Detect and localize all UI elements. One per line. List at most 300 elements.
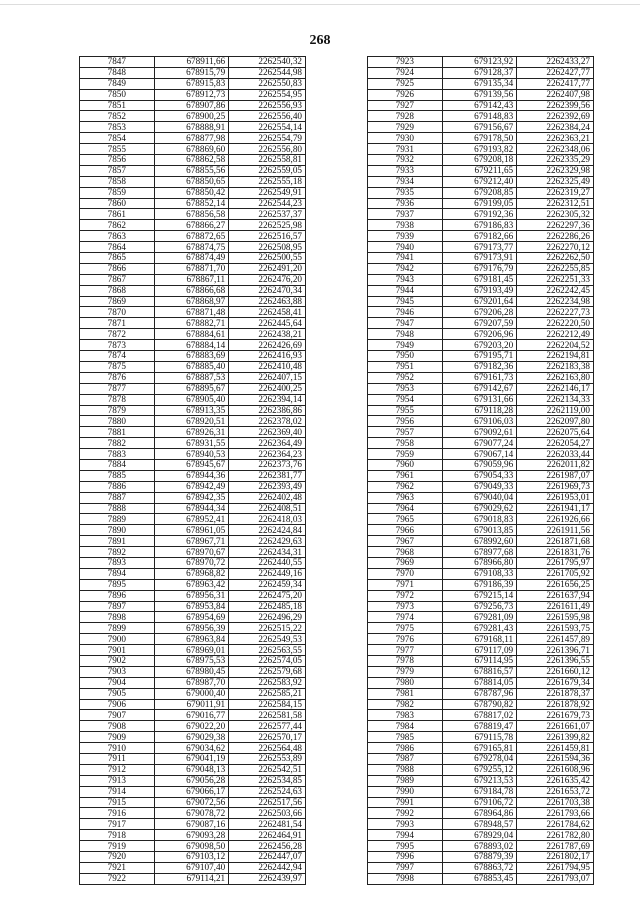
x-coordinate-cell: 679128,37 [442, 67, 517, 78]
x-coordinate-cell: 678968,82 [154, 568, 229, 579]
x-coordinate-cell: 679186,39 [442, 579, 517, 590]
point-number-cell: 7908 [80, 721, 155, 732]
y-coordinate-cell: 2262054,27 [517, 438, 594, 449]
y-coordinate-cell: 2262312,51 [517, 198, 594, 209]
x-coordinate-cell: 678871,48 [154, 307, 229, 318]
table-row [80, 144, 306, 155]
table-row [80, 459, 306, 470]
x-coordinate-cell: 679011,91 [154, 699, 229, 710]
x-coordinate-cell: 679077,24 [442, 438, 517, 449]
coordinates-table-right [367, 56, 594, 885]
x-coordinate-cell: 679018,83 [442, 514, 517, 525]
table-row [368, 710, 594, 721]
x-coordinate-cell: 679048,13 [154, 764, 229, 775]
x-coordinate-cell: 678877,98 [154, 133, 229, 144]
point-number-cell: 7956 [368, 416, 443, 427]
x-coordinate-cell: 678869,60 [154, 144, 229, 155]
x-coordinate-cell: 678866,27 [154, 220, 229, 231]
y-coordinate-cell: 2262496,29 [229, 612, 306, 623]
point-number-cell: 7954 [368, 394, 443, 405]
y-coordinate-cell: 2262075,64 [517, 427, 594, 438]
y-coordinate-cell: 2262381,77 [229, 470, 306, 481]
y-coordinate-cell: 2261795,97 [517, 557, 594, 568]
x-coordinate-cell: 679176,79 [442, 263, 517, 274]
point-number-cell: 7891 [80, 536, 155, 547]
y-coordinate-cell: 2262555,18 [229, 176, 306, 187]
x-coordinate-cell: 678920,51 [154, 416, 229, 427]
y-coordinate-cell: 2262033,44 [517, 449, 594, 460]
point-number-cell: 7953 [368, 383, 443, 394]
table-row [368, 296, 594, 307]
y-coordinate-cell: 2262393,49 [229, 481, 306, 492]
y-coordinate-cell: 2262564,48 [229, 743, 306, 754]
table-row [80, 699, 306, 710]
y-coordinate-cell: 2261653,72 [517, 786, 594, 797]
table-row [368, 187, 594, 198]
x-coordinate-cell: 678948,57 [442, 819, 517, 830]
point-number-cell: 7918 [80, 830, 155, 841]
table-row [80, 645, 306, 656]
point-number-cell: 7930 [368, 133, 443, 144]
point-number-cell: 7937 [368, 209, 443, 220]
point-number-cell: 7914 [80, 786, 155, 797]
x-coordinate-cell: 679203,20 [442, 340, 517, 351]
y-coordinate-cell: 2262408,51 [229, 503, 306, 514]
x-coordinate-cell: 678963,42 [154, 579, 229, 590]
x-coordinate-cell: 679142,43 [442, 100, 517, 111]
x-coordinate-cell: 678883,69 [154, 351, 229, 362]
y-coordinate-cell: 2261802,17 [517, 852, 594, 863]
x-coordinate-cell: 679192,36 [442, 209, 517, 220]
x-coordinate-cell: 679059,96 [442, 459, 517, 470]
y-coordinate-cell: 2262234,98 [517, 296, 594, 307]
table-row [368, 590, 594, 601]
table-row [80, 361, 306, 372]
y-coordinate-cell: 2262402,48 [229, 492, 306, 503]
point-number-cell: 7977 [368, 645, 443, 656]
table-row [368, 677, 594, 688]
table-row [368, 176, 594, 187]
y-coordinate-cell: 2262286,26 [517, 231, 594, 242]
x-coordinate-cell: 678942,35 [154, 492, 229, 503]
point-number-cell: 7972 [368, 590, 443, 601]
x-coordinate-cell: 678868,97 [154, 296, 229, 307]
x-coordinate-cell: 679078,72 [154, 808, 229, 819]
y-coordinate-cell: 2261635,42 [517, 775, 594, 786]
table-row [368, 405, 594, 416]
point-number-cell: 7980 [368, 677, 443, 688]
y-coordinate-cell: 2262458,41 [229, 307, 306, 318]
table-row [80, 557, 306, 568]
table-row [368, 547, 594, 558]
y-coordinate-cell: 2262525,98 [229, 220, 306, 231]
point-number-cell: 7882 [80, 438, 155, 449]
x-coordinate-cell: 679201,64 [442, 296, 517, 307]
y-coordinate-cell: 2261679,34 [517, 677, 594, 688]
table-row [80, 830, 306, 841]
point-number-cell: 7916 [80, 808, 155, 819]
x-coordinate-cell: 679173,77 [442, 242, 517, 253]
point-number-cell: 7920 [80, 852, 155, 863]
x-coordinate-cell: 679281,43 [442, 623, 517, 634]
x-coordinate-cell: 678961,05 [154, 525, 229, 536]
x-coordinate-cell: 678977,68 [442, 547, 517, 558]
table-row [80, 775, 306, 786]
x-coordinate-cell: 678915,83 [154, 78, 229, 89]
x-coordinate-cell: 679131,66 [442, 394, 517, 405]
point-number-cell: 7981 [368, 688, 443, 699]
x-coordinate-cell: 679165,81 [442, 743, 517, 754]
x-coordinate-cell: 679207,59 [442, 318, 517, 329]
x-coordinate-cell: 678966,80 [442, 557, 517, 568]
point-number-cell: 7938 [368, 220, 443, 231]
table-row [368, 481, 594, 492]
table-row [80, 318, 306, 329]
y-coordinate-cell: 2262558,81 [229, 155, 306, 166]
x-coordinate-cell: 678964,86 [442, 808, 517, 819]
y-coordinate-cell: 2262481,54 [229, 819, 306, 830]
x-coordinate-cell: 679278,04 [442, 754, 517, 765]
y-coordinate-cell: 2261987,07 [517, 470, 594, 481]
point-number-cell: 7917 [80, 819, 155, 830]
table-row [368, 873, 594, 884]
table-row [368, 427, 594, 438]
table-row [368, 514, 594, 525]
table-row [368, 242, 594, 253]
x-coordinate-cell: 679142,67 [442, 383, 517, 394]
y-coordinate-cell: 2261794,95 [517, 862, 594, 873]
y-coordinate-cell: 2262204,52 [517, 340, 594, 351]
x-coordinate-cell: 678963,84 [154, 634, 229, 645]
x-coordinate-cell: 678874,75 [154, 242, 229, 253]
point-number-cell: 7993 [368, 819, 443, 830]
point-number-cell: 7863 [80, 231, 155, 242]
y-coordinate-cell: 2261637,94 [517, 590, 594, 601]
x-coordinate-cell: 679161,73 [442, 372, 517, 383]
table-row [368, 732, 594, 743]
y-coordinate-cell: 2262369,40 [229, 427, 306, 438]
x-coordinate-cell: 679092,61 [442, 427, 517, 438]
point-number-cell: 7948 [368, 329, 443, 340]
y-coordinate-cell: 2261911,56 [517, 525, 594, 536]
y-coordinate-cell: 2261953,01 [517, 492, 594, 503]
y-coordinate-cell: 2262418,03 [229, 514, 306, 525]
table-row [80, 329, 306, 340]
x-coordinate-cell: 679106,72 [442, 797, 517, 808]
x-coordinate-cell: 679056,28 [154, 775, 229, 786]
x-coordinate-cell: 679195,71 [442, 351, 517, 362]
y-coordinate-cell: 2262554,14 [229, 122, 306, 133]
point-number-cell: 7946 [368, 307, 443, 318]
point-number-cell: 7893 [80, 557, 155, 568]
point-number-cell: 7996 [368, 852, 443, 863]
table-row [80, 231, 306, 242]
x-coordinate-cell: 679103,12 [154, 852, 229, 863]
point-number-cell: 7979 [368, 666, 443, 677]
table-row [368, 329, 594, 340]
y-coordinate-cell: 2262549,91 [229, 187, 306, 198]
table-row [80, 220, 306, 231]
page-number: 268 [309, 33, 331, 48]
y-coordinate-cell: 2261793,07 [517, 873, 594, 884]
x-coordinate-cell: 678856,58 [154, 209, 229, 220]
point-number-cell: 7876 [80, 372, 155, 383]
table-row [80, 427, 306, 438]
point-number-cell: 7955 [368, 405, 443, 416]
x-coordinate-cell: 679108,33 [442, 568, 517, 579]
x-coordinate-cell: 679016,77 [154, 710, 229, 721]
table-row [80, 666, 306, 677]
table-row [80, 514, 306, 525]
y-coordinate-cell: 2261831,76 [517, 547, 594, 558]
x-coordinate-cell: 679034,62 [154, 743, 229, 754]
x-coordinate-cell: 678895,67 [154, 383, 229, 394]
x-coordinate-cell: 679049,33 [442, 481, 517, 492]
x-coordinate-cell: 678929,04 [442, 830, 517, 841]
table-row [368, 318, 594, 329]
table-row [80, 503, 306, 514]
point-number-cell: 7851 [80, 100, 155, 111]
y-coordinate-cell: 2262556,93 [229, 100, 306, 111]
table-row [80, 78, 306, 89]
x-coordinate-cell: 678790,82 [442, 699, 517, 710]
table-row [368, 209, 594, 220]
point-number-cell: 7904 [80, 677, 155, 688]
point-number-cell: 7942 [368, 263, 443, 274]
table-row [80, 100, 306, 111]
y-coordinate-cell: 2262212,49 [517, 329, 594, 340]
table-row [80, 340, 306, 351]
table-row [80, 655, 306, 666]
point-number-cell: 7901 [80, 645, 155, 656]
y-coordinate-cell: 2262394,14 [229, 394, 306, 405]
table-row [368, 231, 594, 242]
point-number-cell: 7991 [368, 797, 443, 808]
point-number-cell: 7932 [368, 155, 443, 166]
y-coordinate-cell: 2262364,49 [229, 438, 306, 449]
point-number-cell: 7949 [368, 340, 443, 351]
x-coordinate-cell: 679066,17 [154, 786, 229, 797]
table-row [80, 351, 306, 362]
point-number-cell: 7888 [80, 503, 155, 514]
point-number-cell: 7867 [80, 274, 155, 285]
y-coordinate-cell: 2261457,89 [517, 634, 594, 645]
point-number-cell: 7862 [80, 220, 155, 231]
y-coordinate-cell: 2261969,73 [517, 481, 594, 492]
point-number-cell: 7935 [368, 187, 443, 198]
x-coordinate-cell: 678850,42 [154, 187, 229, 198]
point-number-cell: 7895 [80, 579, 155, 590]
y-coordinate-cell: 2261793,66 [517, 808, 594, 819]
y-coordinate-cell: 2262335,29 [517, 155, 594, 166]
x-coordinate-cell: 678787,96 [442, 688, 517, 699]
y-coordinate-cell: 2262463,88 [229, 296, 306, 307]
point-number-cell: 7874 [80, 351, 155, 362]
y-coordinate-cell: 2262579,68 [229, 666, 306, 677]
point-number-cell: 7885 [80, 470, 155, 481]
x-coordinate-cell: 679208,85 [442, 187, 517, 198]
table-row [368, 67, 594, 78]
y-coordinate-cell: 2262424,84 [229, 525, 306, 536]
x-coordinate-cell: 679139,56 [442, 89, 517, 100]
y-coordinate-cell: 2262407,15 [229, 372, 306, 383]
x-coordinate-cell: 678814,05 [442, 677, 517, 688]
y-coordinate-cell: 2262416,93 [229, 351, 306, 362]
x-coordinate-cell: 678980,45 [154, 666, 229, 677]
table-row [368, 655, 594, 666]
point-number-cell: 7950 [368, 351, 443, 362]
y-coordinate-cell: 2262386,86 [229, 405, 306, 416]
x-coordinate-cell: 678852,14 [154, 198, 229, 209]
y-coordinate-cell: 2262146,17 [517, 383, 594, 394]
table-row [80, 710, 306, 721]
top-rule [0, 4, 640, 5]
table-row [368, 285, 594, 296]
point-number-cell: 7926 [368, 89, 443, 100]
y-coordinate-cell: 2262570,17 [229, 732, 306, 743]
x-coordinate-cell: 679281,09 [442, 612, 517, 623]
y-coordinate-cell: 2262445,64 [229, 318, 306, 329]
x-coordinate-cell: 678975,53 [154, 655, 229, 666]
x-coordinate-cell: 678953,84 [154, 601, 229, 612]
x-coordinate-cell: 678944,34 [154, 503, 229, 514]
y-coordinate-cell: 2262400,25 [229, 383, 306, 394]
point-number-cell: 7984 [368, 721, 443, 732]
table-row [368, 307, 594, 318]
table-row [368, 165, 594, 176]
point-number-cell: 7963 [368, 492, 443, 503]
x-coordinate-cell: 679199,05 [442, 198, 517, 209]
y-coordinate-cell: 2262438,21 [229, 329, 306, 340]
y-coordinate-cell: 2262556,80 [229, 144, 306, 155]
x-coordinate-cell: 678853,45 [442, 873, 517, 884]
point-number-cell: 7887 [80, 492, 155, 503]
point-number-cell: 7983 [368, 710, 443, 721]
x-coordinate-cell: 678926,31 [154, 427, 229, 438]
table-row [80, 623, 306, 634]
point-number-cell: 7931 [368, 144, 443, 155]
x-coordinate-cell: 679206,96 [442, 329, 517, 340]
point-number-cell: 7852 [80, 111, 155, 122]
table-row [80, 383, 306, 394]
y-coordinate-cell: 2262464,91 [229, 830, 306, 841]
point-number-cell: 7907 [80, 710, 155, 721]
table-row [368, 351, 594, 362]
point-number-cell: 7921 [80, 862, 155, 873]
table-row [80, 176, 306, 187]
x-coordinate-cell: 678855,56 [154, 165, 229, 176]
x-coordinate-cell: 678888,91 [154, 122, 229, 133]
x-coordinate-cell: 678862,58 [154, 155, 229, 166]
table-row [368, 786, 594, 797]
point-number-cell: 7849 [80, 78, 155, 89]
table-row [80, 242, 306, 253]
y-coordinate-cell: 2261593,75 [517, 623, 594, 634]
y-coordinate-cell: 2262583,92 [229, 677, 306, 688]
y-coordinate-cell: 2262515,22 [229, 623, 306, 634]
y-coordinate-cell: 2262163,80 [517, 372, 594, 383]
y-coordinate-cell: 2262305,32 [517, 209, 594, 220]
table-row [368, 623, 594, 634]
table-row [80, 525, 306, 536]
y-coordinate-cell: 2262363,21 [517, 133, 594, 144]
y-coordinate-cell: 2262262,50 [517, 253, 594, 264]
table-row [368, 57, 594, 68]
x-coordinate-cell: 679022,20 [154, 721, 229, 732]
point-number-cell: 7857 [80, 165, 155, 176]
y-coordinate-cell: 2262542,51 [229, 764, 306, 775]
x-coordinate-cell: 678913,35 [154, 405, 229, 416]
x-coordinate-cell: 679067,14 [442, 449, 517, 460]
point-number-cell: 7897 [80, 601, 155, 612]
table-row [80, 470, 306, 481]
y-coordinate-cell: 2262537,37 [229, 209, 306, 220]
point-number-cell: 7886 [80, 481, 155, 492]
x-coordinate-cell: 679123,92 [442, 57, 517, 68]
point-number-cell: 7872 [80, 329, 155, 340]
x-coordinate-cell: 679208,18 [442, 155, 517, 166]
x-coordinate-cell: 678863,72 [442, 862, 517, 873]
y-coordinate-cell: 2262581,58 [229, 710, 306, 721]
point-number-cell: 7859 [80, 187, 155, 198]
table-row [80, 481, 306, 492]
table-row [368, 449, 594, 460]
table-row [368, 111, 594, 122]
y-coordinate-cell: 2262524,63 [229, 786, 306, 797]
point-number-cell: 7986 [368, 743, 443, 754]
point-number-cell: 7940 [368, 242, 443, 253]
x-coordinate-cell: 679182,66 [442, 231, 517, 242]
point-number-cell: 7952 [368, 372, 443, 383]
y-coordinate-cell: 2262584,15 [229, 699, 306, 710]
y-coordinate-cell: 2262427,77 [517, 67, 594, 78]
table-row [80, 449, 306, 460]
point-number-cell: 7856 [80, 155, 155, 166]
table-row [368, 764, 594, 775]
point-number-cell: 7909 [80, 732, 155, 743]
table-row [80, 307, 306, 318]
table-row [368, 634, 594, 645]
y-coordinate-cell: 2261656,25 [517, 579, 594, 590]
table-row [368, 525, 594, 536]
y-coordinate-cell: 2262434,31 [229, 547, 306, 558]
table-row [368, 372, 594, 383]
table-row [368, 775, 594, 786]
y-coordinate-cell: 2262500,55 [229, 253, 306, 264]
x-coordinate-cell: 678871,70 [154, 263, 229, 274]
point-number-cell: 7961 [368, 470, 443, 481]
y-coordinate-cell: 2262399,56 [517, 100, 594, 111]
x-coordinate-cell: 679256,73 [442, 601, 517, 612]
point-number-cell: 7879 [80, 405, 155, 416]
table-row [80, 634, 306, 645]
point-number-cell: 7969 [368, 557, 443, 568]
y-coordinate-cell: 2262470,34 [229, 285, 306, 296]
y-coordinate-cell: 2261399,82 [517, 732, 594, 743]
point-number-cell: 7915 [80, 797, 155, 808]
x-coordinate-cell: 678940,53 [154, 449, 229, 460]
y-coordinate-cell: 2262544,23 [229, 198, 306, 209]
table-row [368, 601, 594, 612]
coordinates-table-left [79, 56, 306, 885]
point-number-cell: 7861 [80, 209, 155, 220]
table-row [368, 852, 594, 863]
table-row [368, 688, 594, 699]
y-coordinate-cell: 2261941,17 [517, 503, 594, 514]
y-coordinate-cell: 2262440,55 [229, 557, 306, 568]
point-number-cell: 7976 [368, 634, 443, 645]
point-number-cell: 7987 [368, 754, 443, 765]
